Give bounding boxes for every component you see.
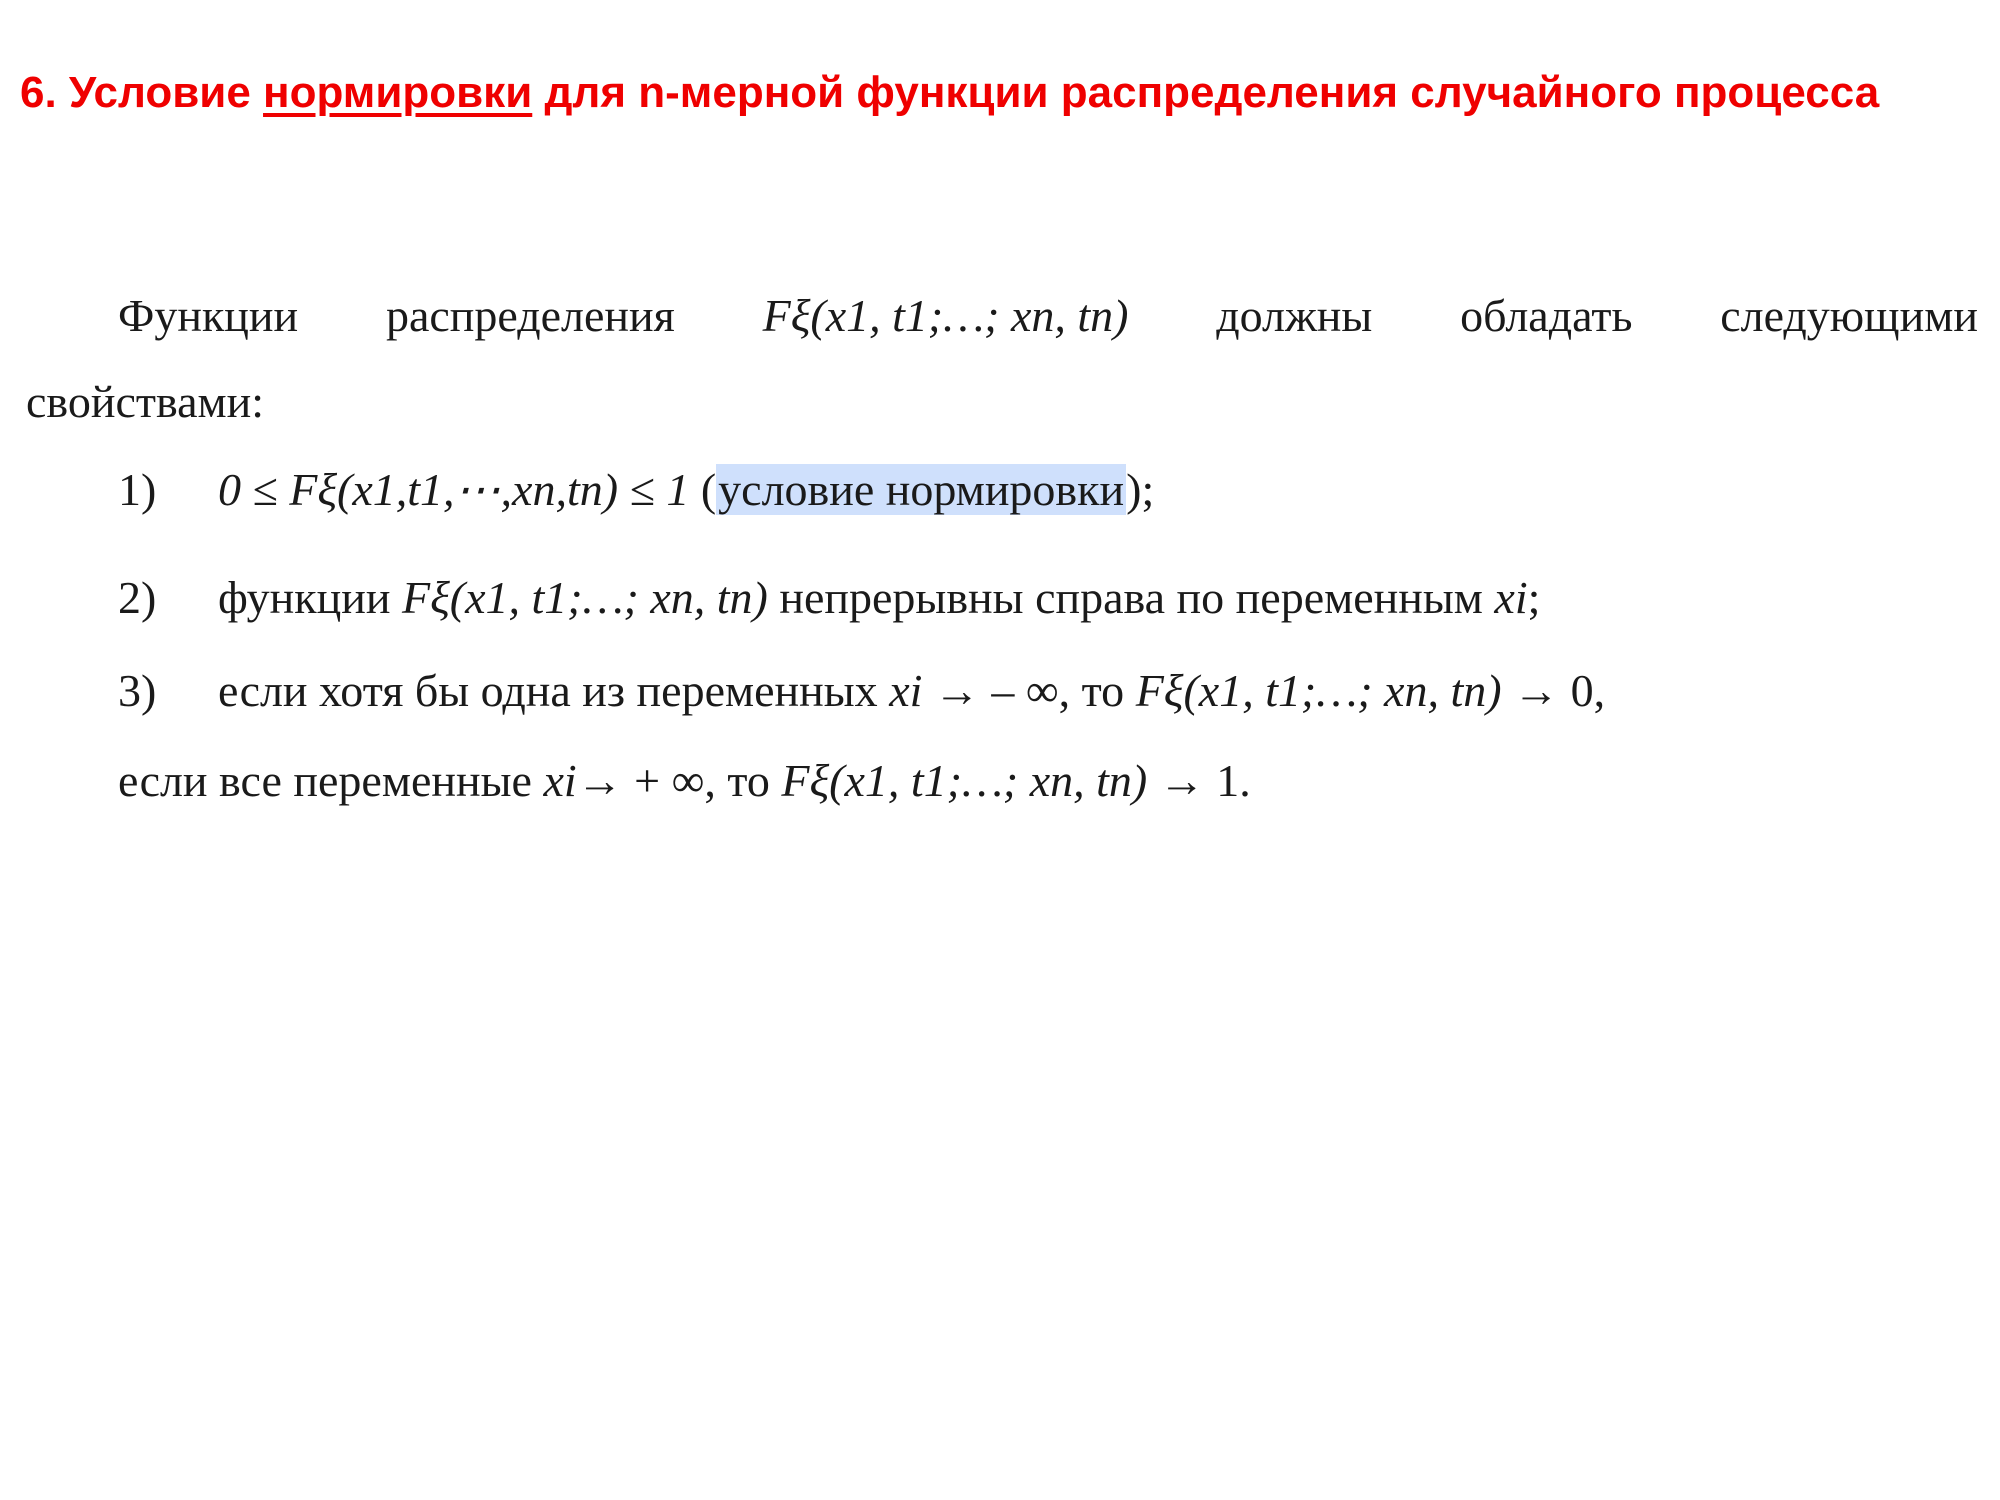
distribution-formula: Fξ(x1, t1;…; xn, tn): [781, 755, 1148, 806]
title-rest: для n-мерной функции распределения случайного процесса: [532, 68, 1880, 117]
paren-close: );: [1126, 464, 1155, 515]
property-3: [118, 663, 1605, 719]
selected-text-highlight[interactable]: условие нормировки: [718, 464, 1125, 515]
item-text: → – ∞, то: [922, 665, 1136, 716]
intro-word: обладать: [1460, 290, 1633, 341]
item-text: ;: [1527, 572, 1541, 623]
intro-line-1: [118, 288, 1978, 344]
item-text: если все переменные: [118, 755, 544, 806]
slide-title: [20, 58, 1980, 128]
item-text: → 1.: [1147, 755, 1251, 806]
normalization-formula: 0 ≤ Fξ(x1,t1,⋯,xn,tn) ≤ 1: [218, 464, 690, 515]
intro-word: должны: [1216, 290, 1373, 341]
variable-xi: xi: [1494, 572, 1528, 623]
item-text: → + ∞, то: [576, 755, 782, 806]
title-underlined-term: нормировки: [263, 68, 533, 117]
distribution-formula: Fξ(x1, t1;…; xn, tn): [401, 572, 768, 623]
item-number: 3): [118, 665, 157, 716]
variable-xi: xi: [889, 665, 923, 716]
property-3-continued: [118, 753, 1251, 809]
property-1: [118, 462, 1154, 518]
item-number: 1): [118, 464, 157, 515]
item-text: функции: [218, 572, 402, 623]
intro-line-2: свойствами:: [26, 376, 264, 427]
title-prefix: 6. Условие: [20, 68, 264, 117]
intro-word: Функции: [118, 290, 299, 341]
intro-word: следующими: [1720, 290, 1978, 341]
distribution-formula: Fξ(x1, t1;…; xn, tn): [1135, 665, 1502, 716]
item-text: если хотя бы одна из переменных: [218, 665, 890, 716]
variable-xi: xi: [543, 755, 577, 806]
paren-open: (: [689, 464, 717, 515]
item-number: 2): [118, 572, 157, 623]
property-2: [118, 570, 1540, 626]
intro-word: распределения: [385, 290, 675, 341]
item-text: непрерывны справа по переменным: [767, 572, 1495, 623]
intro-formula: Fξ(x1, t1;…; xn, tn): [762, 290, 1129, 341]
item-text: → 0,: [1501, 665, 1606, 716]
